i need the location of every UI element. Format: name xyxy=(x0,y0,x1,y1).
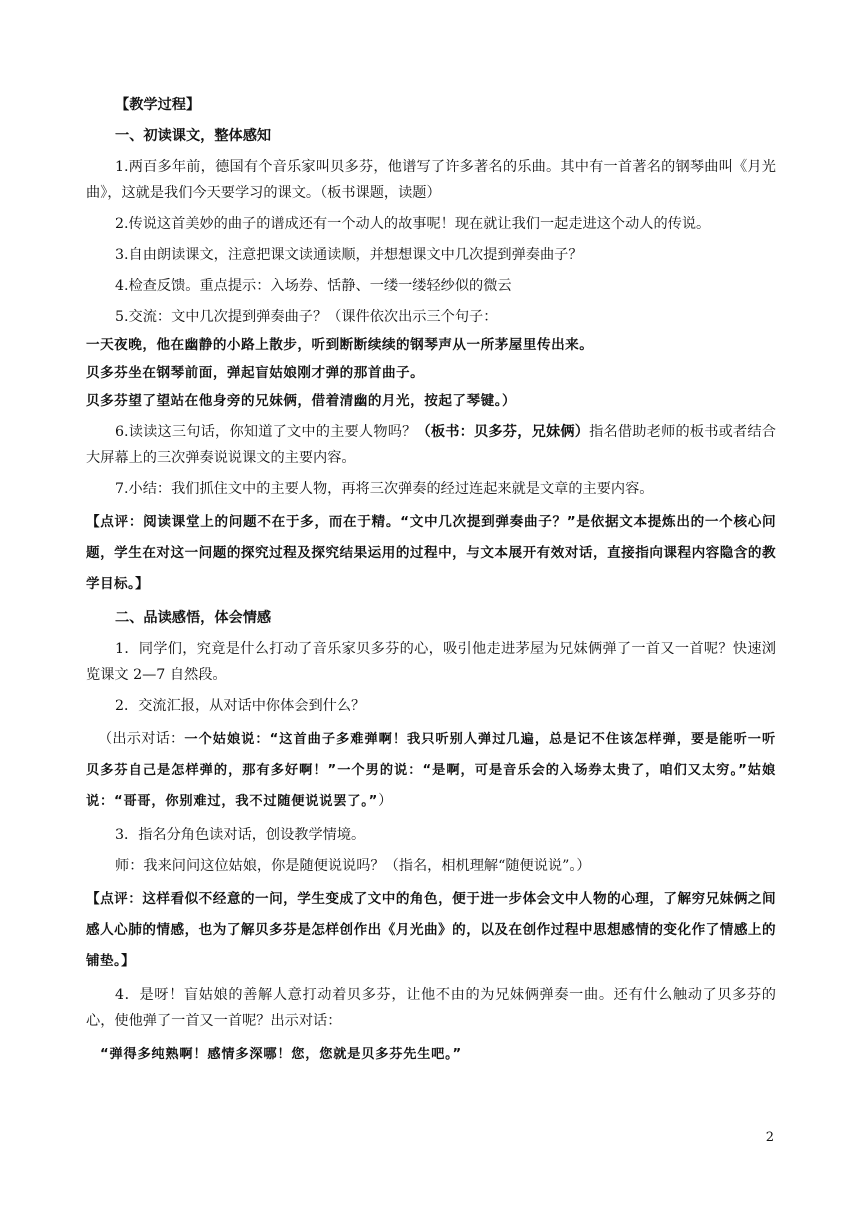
dialogue-prefix: （出示对话： xyxy=(98,731,185,747)
section-2-title: 二、品读感悟，体会情感 xyxy=(115,610,272,626)
paragraph-2-4: 师：我来问问这位姑娘，你是随便说说吗？（指名，相机理解“随便说说”。） xyxy=(115,858,591,874)
paragraph-2-3: 3．指名分角色读对话，创设教学情境。 xyxy=(115,827,366,843)
paragraph-2-2: 2．交流汇报，从对话中你体会到什么？ xyxy=(115,698,366,714)
lesson-heading: 【教学过程】 xyxy=(115,97,201,113)
quoted-sentence-3: 贝多芬望了望站在他身旁的兄妹俩，借着清幽的月光，按起了琴键。） xyxy=(86,393,517,409)
comment-block-2: 【点评：这样看似不经意的一问，学生变成了文中的角色，便于进一步体会文中人物的心理，了解穷兄妹俩之间感人心肺的情感，也为了解贝多芬是怎样创作出《月光曲》的，以及在创作过程中思想感情的变化作了情感上的铺垫。】 xyxy=(86,891,776,969)
paragraph-1-1: 1.两百多年前，德国有个音乐家叫贝多芬，他谱写了许多著名的乐曲。其中有一首著名的钢琴曲叫《月光曲》，这就是我们今天要学习的课文。（板书课题，读题） xyxy=(86,159,776,201)
paragraph-1-5: 5.交流：文中几次提到弹奏曲子？（课件依次出示三个句子： xyxy=(115,309,498,325)
paragraph-1-7: 7.小结：我们抓住文中的主要人物，再将三次弹奏的经过连起来就是文章的主要内容。 xyxy=(115,481,654,497)
final-quote: “弹得多纯熟啊！感情多深哪！您，您就是贝多芬先生吧。” xyxy=(100,1047,463,1062)
paragraph-1-2: 2.传说这首美妙的曲子的谱成还有一个动人的故事呢！现在就让我们一起走进这个动人的传说。 xyxy=(115,216,711,232)
paragraph-1-4: 4.检查反馈。重点提示：入场券、恬静、一缕一缕轻纱似的微云 xyxy=(115,278,512,294)
dialogue-text: 一个姑娘说：“这首曲子多难弹啊！我只听别人弹过几遍，总是记不住该怎样弹，要是能听一听贝多芬自己是怎样弹的，那有多好啊！”一个男的说：“是啊，可是音乐会的入场券太贵了，咱们又太穷。”姑娘说：“哥哥，你别难过，我不过随便说说罢了。” xyxy=(86,732,776,809)
dialogue-suffix: ） xyxy=(378,793,394,809)
paragraph-1-6 xyxy=(86,419,776,471)
quoted-sentence-2: 贝多芬坐在钢琴前面，弹起盲姑娘刚才弹的那首曲子。 xyxy=(86,365,425,381)
paragraph-2-1: 1．同学们，究竟是什么打动了音乐家贝多芬的心，吸引他走进茅屋为兄妹俩弹了一首又一首呢？快速浏览课文 2—7 自然段。 xyxy=(86,641,776,683)
document-body xyxy=(86,92,776,1075)
dialogue-excerpt xyxy=(86,724,776,817)
comment-block-1: 【点评：阅读课堂上的问题不在于多，而在于精。“文中几次提到弹奏曲子？”是依据文本提炼出的一个核心问题，学生在对这一问题的探究过程及探究结果运用的过程中，与文本展开有效对话，直接指向课程内容隐含的教学目标。】 xyxy=(86,514,776,592)
paragraph-1-6-text-c: 指名借助老师的板书或者结合大屏幕上的三次弹奏说说课文的主要内容。 xyxy=(86,424,776,466)
page-number: 2 xyxy=(765,1130,774,1145)
paragraph-1-6-text-a: 6.读读这三句话，你知道了文中的主要人物吗？ xyxy=(115,424,417,440)
paragraph-2-5: 4．是呀！盲姑娘的善解人意打动着贝多芬，让他不由的为兄妹俩弹奏一曲。还有什么触动了贝多芬的心，使他弹了一首又一首呢？出示对话： xyxy=(86,987,776,1029)
blackboard-note: （板书：贝多芬，兄妹俩） xyxy=(416,424,590,440)
paragraph-1-3: 3.自由朗读课文，注意把课文读通读顺，并想想课文中几次提到弹奏曲子？ xyxy=(115,247,583,263)
section-1-title: 一、初读课文，整体感知 xyxy=(115,128,272,144)
quoted-sentence-1: 一天夜晚，他在幽静的小路上散步，听到断断续续的钢琴声从一所茅屋里传出来。 xyxy=(86,337,594,353)
